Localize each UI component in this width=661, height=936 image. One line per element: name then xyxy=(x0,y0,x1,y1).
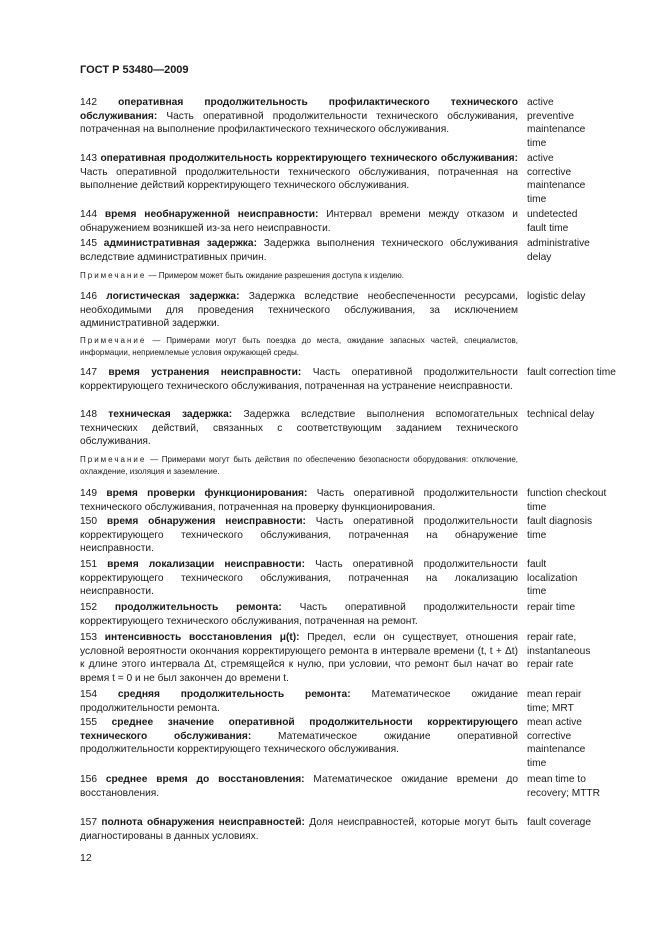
term-entry xyxy=(80,487,518,514)
english-term: active corrective maintenance time xyxy=(527,153,586,205)
english-term: repair time xyxy=(527,602,576,613)
note-label: Примечание xyxy=(80,336,147,345)
note-text: — Примером может быть ожидание разрешения доступа к изделию. xyxy=(148,271,404,280)
term-entry xyxy=(80,408,518,449)
term-entry xyxy=(80,366,518,393)
english-term: mean active corrective maintenance time xyxy=(527,717,586,769)
entry-definition: Задержка вследствие необеспеченности ресурсами, необходимыми для проведения технического обслуживания, за исключением административной задержки. xyxy=(80,291,518,329)
english-term: active preventive maintenance time xyxy=(527,97,586,149)
english-term: fault coverage xyxy=(527,817,591,828)
term-entry xyxy=(80,773,518,800)
entry-number: 154 xyxy=(80,689,97,700)
entry-term: время устранения неисправности: xyxy=(108,367,302,378)
entry-term: время проверки функционирования: xyxy=(106,488,308,499)
term-entry xyxy=(80,716,518,757)
term-entry xyxy=(80,237,518,264)
term-entry xyxy=(80,558,518,599)
entry-term: средняя продолжительность ремонта: xyxy=(117,689,351,700)
term-entry xyxy=(80,152,518,193)
entry-number: 143 xyxy=(80,153,97,164)
entry-term: время локализации неисправности: xyxy=(107,559,305,570)
entry-number: 144 xyxy=(80,209,97,220)
english-term: undetected fault time xyxy=(527,209,578,234)
term-entry xyxy=(80,515,518,556)
english-term: administrative delay xyxy=(527,238,590,263)
entry-term: среднее время до восстановления: xyxy=(105,774,305,785)
english-term: fault localization time xyxy=(527,559,578,597)
term-entry xyxy=(80,208,518,235)
entry-definition: Задержка вследствие выполнения вспомогательных технических действий, связанных с соответствующим заданием технического обслуживания. xyxy=(80,409,518,447)
entry-term: продолжительность ремонта: xyxy=(114,602,282,613)
entry-term: время необнаруженной неисправности: xyxy=(104,209,319,220)
term-entry xyxy=(80,816,518,843)
entry-number: 157 xyxy=(80,817,97,828)
entry-term: полнота обнаружения неисправностей: xyxy=(101,817,305,828)
entry-definition: Часть оперативной продолжительности корректирующего технического обслуживания, потраченная на обнаружение неисправности. xyxy=(80,516,518,554)
english-term: mean repair time; MRT xyxy=(527,689,582,714)
note-text: — Примерами могут быть поездка до места, ожидание запасных частей, специалистов, информации, неприемлемые условия окружающей среды. xyxy=(80,336,518,357)
term-entry xyxy=(80,290,518,331)
entry-definition: Часть оперативной продолжительности технического обслуживания, потраченная на выполнение профилактического технического обслуживания. xyxy=(80,110,518,135)
english-term: fault correction time xyxy=(527,367,616,378)
entry-term: техническая задержка: xyxy=(108,409,233,420)
entry-definition: Интервал времени между отказом и обнаружением возникшей из-за него неисправности. xyxy=(80,209,518,234)
entry-number: 151 xyxy=(80,559,97,570)
english-term: repair rate, instantaneous repair rate xyxy=(527,632,591,670)
term-entry xyxy=(80,96,518,137)
entry-definition: Часть оперативной продолжительности корректирующего технического обслуживания, потраченная на локализацию неисправности. xyxy=(80,559,518,597)
english-term: fault diagnosis time xyxy=(527,516,593,541)
entry-definition: Математическое ожидание оперативной продолжительности корректирующего технического обслуживания. xyxy=(80,730,518,755)
english-term: function checkout time xyxy=(527,488,607,513)
english-term: logistic delay xyxy=(527,291,586,302)
entry-number: 142 xyxy=(80,97,97,108)
entry-definition: Часть оперативной продолжительности технического обслуживания, потраченная на проверку функционирования. xyxy=(80,488,518,513)
entry-number: 153 xyxy=(80,632,97,643)
entry-definition: Часть оперативной продолжительности корректирующего технического обслуживания, потраченная на устранение неисправности. xyxy=(80,367,518,392)
note-label: Примечание xyxy=(80,271,147,280)
entry-definition: Доля неисправностей, которые могут быть диагностированы в данных условиях. xyxy=(80,817,518,842)
term-entry xyxy=(80,631,518,685)
english-term: mean time to recovery; MTTR xyxy=(527,774,601,799)
entry-term: логистическая задержка: xyxy=(106,291,240,302)
entry-number: 146 xyxy=(80,291,97,302)
entry-definition: Часть оперативной продолжительности технического обслуживания, потраченная на выполнение действий корректирующего технического обслуживания. xyxy=(80,166,518,191)
entry-term: оперативная продолжительность профилактического технического обслуживания: xyxy=(80,97,518,122)
term-entry xyxy=(80,688,518,715)
note-label: Примечание xyxy=(80,455,147,464)
entry-term: среднее значение оперативной продолжительности корректирующего технического обслуживания: xyxy=(80,717,518,742)
entry-definition: Предел, если он существует, отношения условной вероятности окончания корректирующего ремонта в интервале времени (t, t + Δt) к длине этого интервала Δt, стремящейся к нулю, при условии, что ремонт был начат во время t = 0 и не был закончен до времени t. xyxy=(80,632,518,684)
entry-number: 155 xyxy=(80,717,97,728)
entry-number: 156 xyxy=(80,774,97,785)
entry-definition: Часть оперативной продолжительности корректирующего технического обслуживания, потраченная на ремонт. xyxy=(80,602,518,627)
entry-definition: Математическое ожидание времени до восстановления. xyxy=(80,774,518,799)
entry-term: административная задержка: xyxy=(103,238,257,249)
document-header: ГОСТ Р 53480—2009 xyxy=(80,64,189,76)
entry-number: 150 xyxy=(80,516,97,527)
note xyxy=(80,335,518,359)
entry-term: интенсивность восстановления μ(t): xyxy=(104,632,300,643)
note xyxy=(80,454,518,478)
entry-definition: Задержка выполнения технического обслуживания вследствие административных причин. xyxy=(80,238,518,263)
entry-term: время обнаружения неисправности: xyxy=(106,516,306,527)
note-text: — Примерами могут быть действия по обеспечению безопасности оборудования: отключение, охлаждение, изоляция и заземление. xyxy=(80,455,518,476)
entry-number: 147 xyxy=(80,367,97,378)
entry-term: оперативная продолжительность корректирующего технического обслуживания: xyxy=(100,153,518,164)
note xyxy=(80,270,518,282)
entry-number: 148 xyxy=(80,409,97,420)
entry-number: 145 xyxy=(80,238,97,249)
entry-number: 152 xyxy=(80,602,97,613)
entry-number: 149 xyxy=(80,488,97,499)
page-number: 12 xyxy=(80,852,92,864)
term-entry xyxy=(80,601,518,628)
entry-definition: Математическое ожидание продолжительности ремонта. xyxy=(80,689,518,714)
english-term: technical delay xyxy=(527,409,595,420)
